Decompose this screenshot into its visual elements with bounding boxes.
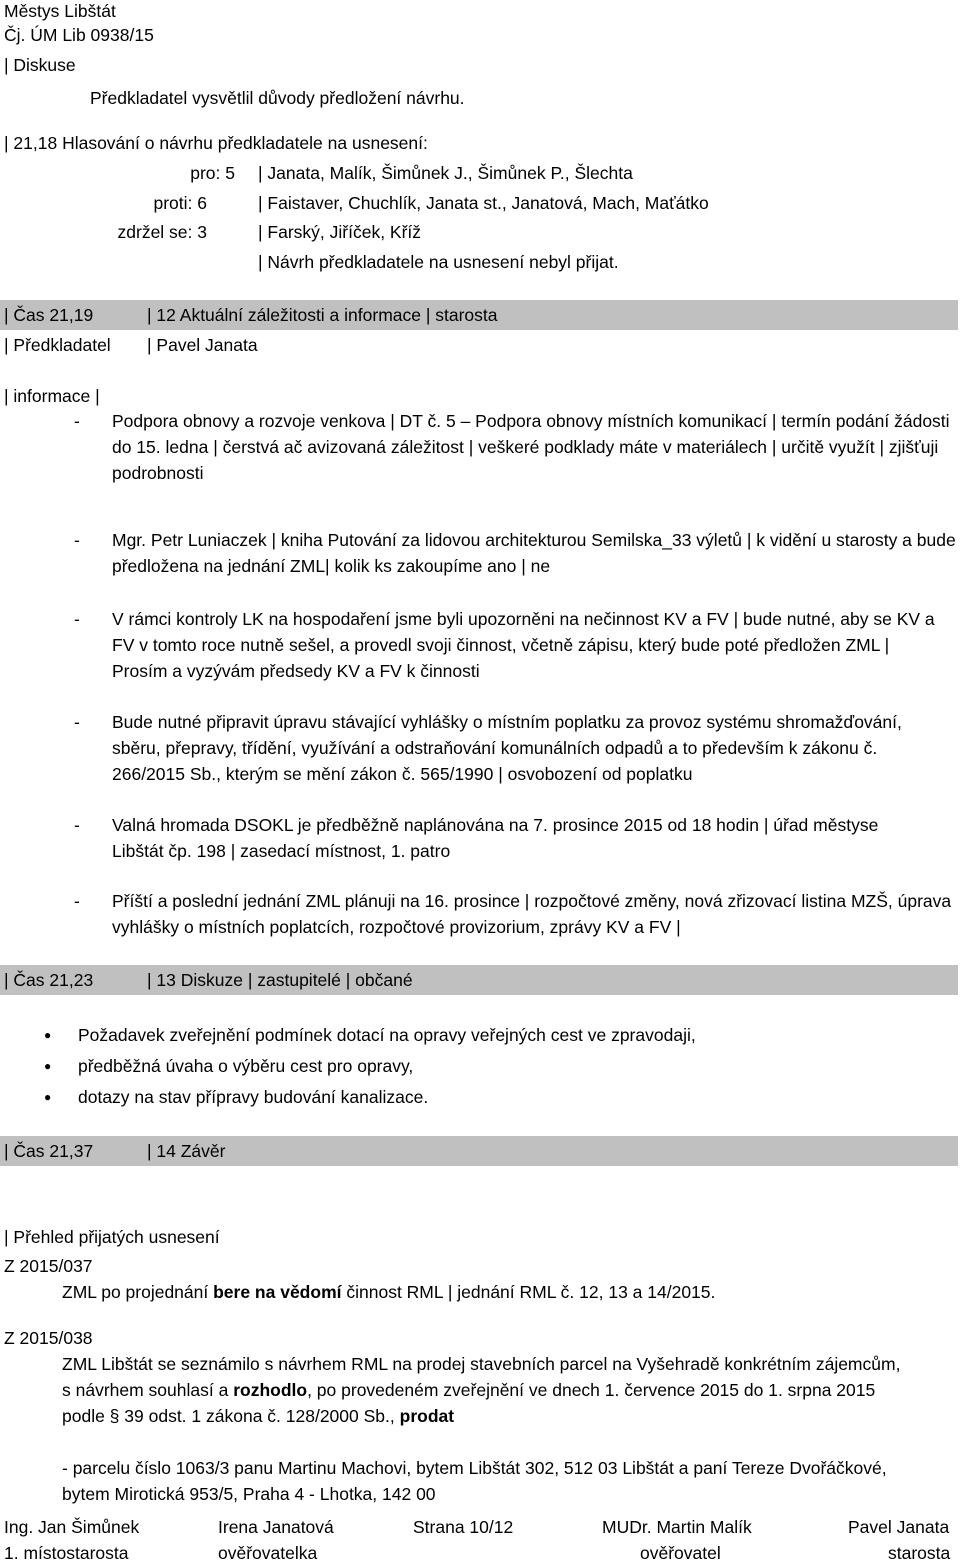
signer-2-name: Irena Janatová	[218, 1517, 334, 1537]
discussion-bullet-1: Požadavek zveřejnění podmínek dotací na opravy veřejných cest ve zpravodaji,	[78, 1025, 696, 1045]
section-13-title: | 13 Diskuze | zastupitelé | občané	[147, 970, 413, 990]
info-point-6: Příští a poslední jednání ZML plánuji na 16. prosince | rozpočtové změny, nová zřizovací listina MZŠ, úprava vyhlášky o místních poplatcích, rozpočtové provizorium, zprávy KV a FV |	[112, 891, 952, 937]
resolution-2-parcel-line-2: bytem Mirotická 953/5, Praha 4 - Lhotka, 142 00	[62, 1484, 436, 1504]
signer-4-name: Pavel Janata	[848, 1517, 950, 1537]
section-12-time: | Čas 21,19	[4, 305, 94, 325]
info-point-5: Valná hromada DSOKL je předběžně naplánována na 7. prosince 2015 od 18 hodin | úřad městyse Libštát čp. 198 | zasedací místnost, 1. patro	[112, 815, 879, 861]
dash-1: -	[74, 411, 80, 431]
vote-abstain-names: | Farský, Jiříček, Kříž	[258, 222, 422, 242]
vote-against-names: | Faistaver, Chuchlík, Janata st., Janatová, Mach, Maťátko	[258, 193, 709, 213]
discussion-label: | Diskuse	[4, 55, 76, 75]
dash-5: -	[74, 815, 80, 835]
signer-1-role: 1. místostarosta	[4, 1543, 129, 1563]
vote-against-label: proti: 6	[153, 193, 207, 213]
resolution-2-line-2: s návrhem souhlasí a rozhodlo, po provedeném zveřejnění ve dnech 1. července 2015 do 1. srpna 2015	[62, 1380, 876, 1400]
vote-for-label: pro: 5	[190, 163, 235, 183]
municipality-name: Městys Libštát	[4, 1, 116, 21]
section-14-title: | 14 Závěr	[147, 1141, 226, 1161]
discussion-bullet-3: dotazy na stav přípravy budování kanalizace.	[78, 1087, 429, 1107]
info-point-3: V rámci kontroly LK na hospodaření jsme byli upozorněni na nečinnost KV a FV | bude nutné, aby se KV a FV v tomto roce nutně sešel, a provedl svoji činnost, včetně zápisu, který bude poté předložen ZML | Prosím a vyzývám předsedy KV a FV k činnosti	[112, 609, 935, 681]
dash-4: -	[74, 712, 80, 732]
info-point-4: Bude nutné připravit úpravu stávající vyhlášky o místním poplatku za provoz systému shromažďování, sběru, přepravy, třídění, využívání a odstraňování komunálních odpadů a to především k zákonu č. 266/2015 Sb., kterým se mění zákon č. 565/1990 | osvobození od poplatku	[112, 712, 902, 784]
info-point-1: Podpora obnovy a rozvoje venkova | DT č. 5 – Podpora obnovy místních komunikací | termín podání žádosti do 15. ledna | čerstvá ač avizovaná záležitost | veškeré podklady máte v materiálech | určitě využít | zjišťuji podrobnosti	[112, 411, 950, 483]
signer-3-role: ověřovatel	[640, 1543, 721, 1563]
vote-result: | Návrh předkladatele na usnesení nebyl přijat.	[258, 252, 619, 272]
dash-2: -	[74, 530, 80, 550]
dash-3: -	[74, 609, 80, 629]
resolution-2-parcel-line-1: - parcelu číslo 1063/3 panu Martinu Machovi, bytem Libštát 302, 512 03 Libštát a paní Tereze Dvořáčkové,	[62, 1458, 887, 1478]
submitter-name: | Pavel Janata	[147, 335, 258, 355]
bullet-icon: ●	[44, 1090, 52, 1104]
resolution-2-line-3: podle § 39 odst. 1 zákona č. 128/2000 Sb., prodat	[62, 1406, 455, 1426]
signer-2-role: ověřovatelka	[218, 1543, 318, 1563]
vote-for-names: | Janata, Malík, Šimůnek J., Šimůnek P., Šlechta	[258, 163, 633, 183]
vote-abstain-label: zdržel se: 3	[117, 222, 207, 242]
discussion-text: Předkladatel vysvětlil důvody předložení návrhu.	[90, 88, 465, 108]
section-13-band	[0, 965, 958, 995]
info-point-2: Mgr. Petr Luniaczek | kniha Putování za lidovou architekturou Semilska_33 výletů | k vidění u starosty a bude předložena na jednání ZML| kolik ks zakoupíme ano | ne	[112, 530, 956, 576]
resolution-2-line-1: ZML Libštát se seznámilo s návrhem RML na prodej stavebních parcel na Vyšehradě konkrétním zájemcům,	[62, 1354, 901, 1374]
submitter-label: | Předkladatel	[4, 335, 111, 355]
page-number: Strana 10/12	[413, 1517, 514, 1537]
reference-number: Čj. ÚM Lib 0938/15	[4, 25, 154, 45]
section-14-time: | Čas 21,37	[4, 1141, 94, 1161]
bullet-icon: ●	[44, 1028, 52, 1042]
resolution-2-id: Z 2015/038	[4, 1328, 93, 1348]
signer-4-role: starosta	[888, 1543, 951, 1563]
info-label: | informace |	[4, 386, 100, 406]
vote-title: | 21,18 Hlasování o návrhu předkladatele na usnesení:	[4, 133, 428, 153]
section-12-title: | 12 Aktuální záležitosti a informace | starosta	[147, 305, 498, 325]
bullet-icon: ●	[44, 1059, 52, 1073]
signer-3-name: MUDr. Martin Malík	[602, 1517, 752, 1537]
discussion-bullet-2: předběžná úvaha o výběru cest pro opravy,	[78, 1056, 414, 1076]
section-14-band	[0, 1136, 958, 1166]
dash-6: -	[74, 891, 80, 911]
resolution-1-text: ZML po projednání bere na vědomí činnost RML | jednání RML č. 12, 13 a 14/2015.	[62, 1282, 716, 1302]
section-13-time: | Čas 21,23	[4, 970, 94, 990]
resolutions-heading: | Přehled přijatých usnesení	[4, 1227, 220, 1247]
signer-1-name: Ing. Jan Šimůnek	[4, 1517, 140, 1537]
resolution-1-id: Z 2015/037	[4, 1256, 93, 1276]
